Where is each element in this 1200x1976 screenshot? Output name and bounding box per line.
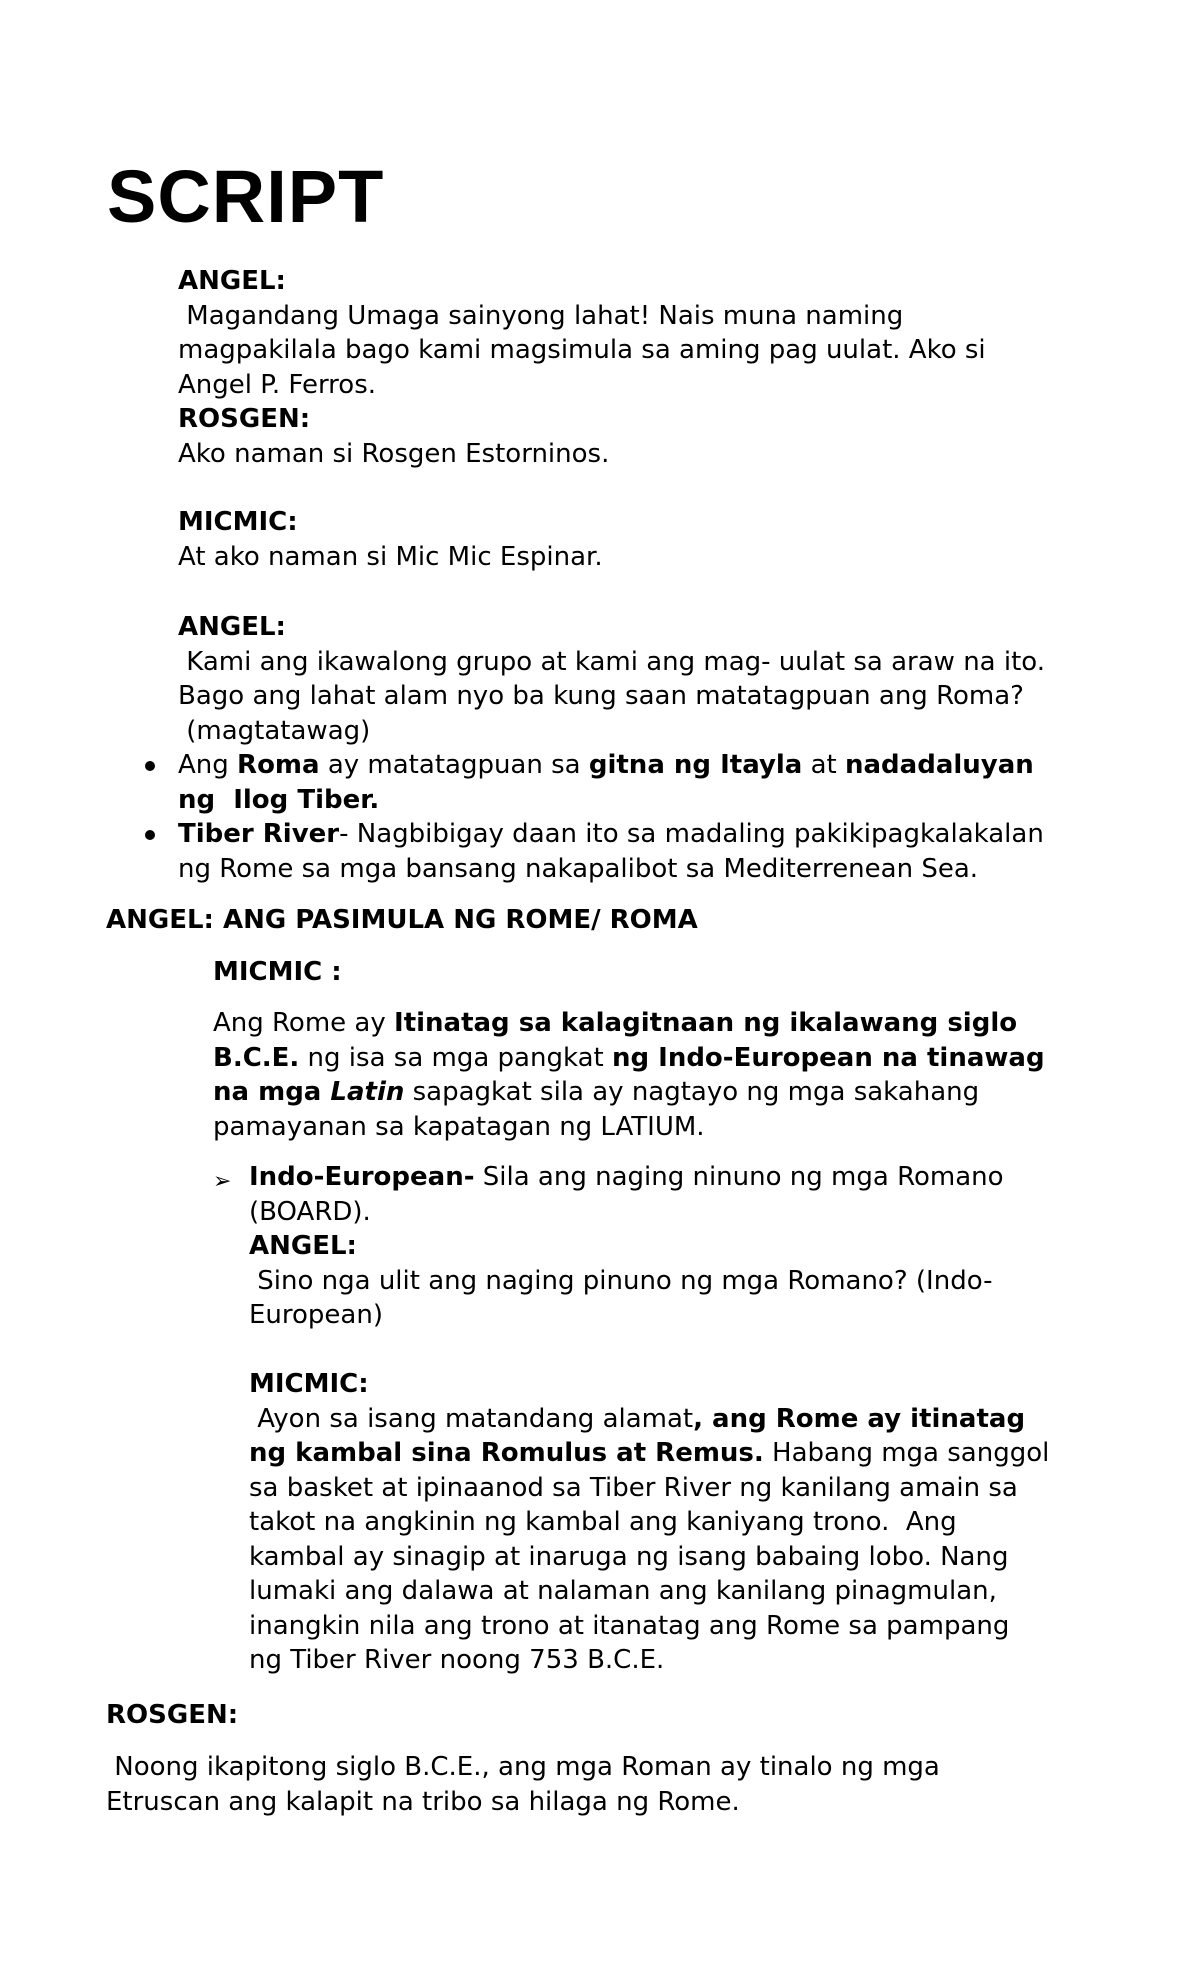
dialogue-rosgen-etruscan (106, 1750, 1106, 1819)
text-run: - Nagbibigay daan ito sa madaling pakikipagkalakalan (339, 819, 1044, 849)
text-run-bold: B.C.E. (213, 1042, 300, 1073)
page-title: SCRIPT (107, 155, 385, 238)
text-run-bold: ng Ilog Tiber. (178, 784, 380, 815)
dialogue-text: Magandang Umaga sainyong lahat! Nais muna naming magpakilala bago kami magsimula sa aming pag uulat. Ako si Angel P. Ferros. (178, 300, 994, 400)
text-run: sapagkat sila ay nagtayo ng mga sakahang (404, 1077, 980, 1107)
text-run: ng Rome sa mga bansang nakapalibot sa Mediterrenean Sea. (178, 853, 979, 884)
dialogue-line: European) (249, 1300, 383, 1330)
text-run: Habang mga sanggol (763, 1438, 1050, 1468)
dialogue-text: At ako naman si Mic Mic Espinar. (178, 541, 603, 572)
speaker-label: MICMIC : (213, 957, 342, 987)
speaker-label: MICMIC: (178, 507, 298, 537)
bullet-item-roma (178, 748, 1138, 817)
dialogue-line: Etruscan ang kalapit na tribo sa hilaga ng Rome. (106, 1786, 740, 1817)
text-run-bold: nadadaluyan (845, 750, 1034, 780)
text-run-bold: ng Indo-European na tinawag (611, 1042, 1045, 1073)
dialogue-rosgen-intro (178, 402, 1078, 471)
bullet-dot (145, 761, 155, 771)
text-run: Ang (178, 750, 238, 780)
dialogue-line: ng Tiber River noong 753 B.C.E. (249, 1645, 665, 1675)
text-run-bold: Itinatag sa kalagitnaan ng ikalawang siglo (394, 1008, 1018, 1038)
dialogue-line: inangkin nila ang trono at itanatag ang Rome sa pampang (249, 1610, 1010, 1641)
dialogue-line: kambal ay sinagip at inaruga ng isang babaing lobo. Nang (249, 1541, 1009, 1572)
text-run: Ayon sa isang matandang alamat (249, 1403, 694, 1434)
text-run-bold: Indo-European- (249, 1162, 475, 1192)
dialogue-micmic-intro (178, 505, 1078, 574)
bullet-item-tiber (178, 817, 1138, 886)
dialogue-line: Bago ang lahat alam nyo ba kung saan matatagpuan ang Roma? (178, 681, 1024, 711)
dialogue-micmic-legend (249, 1367, 1149, 1678)
dialogue-angel-intro (178, 264, 1078, 402)
dialogue-line: Noong ikapitong siglo B.C.E., ang mga Roman ay tinalo ng mga (106, 1752, 940, 1782)
dialogue-line: Kami ang ikawalong grupo at kami ang mag- uulat sa araw na ito. (178, 646, 1046, 677)
speaker-label: MICMIC: (249, 1369, 369, 1399)
dialogue-micmic-rome (213, 1006, 1133, 1144)
text-run-bold: Roma (237, 750, 320, 780)
text-run: Sila ang naging ninuno ng mga Romano (474, 1162, 1004, 1192)
bullet-dot (145, 830, 155, 840)
text-run-bold-italic: Latin (330, 1077, 405, 1107)
dialogue-text: Ako naman si Rosgen Estorninos. (178, 438, 610, 469)
arrow-bullet-icon: ➢ (213, 1169, 232, 1194)
text-run: Ang Rome ay (213, 1008, 395, 1038)
section-heading: ANGEL: ANG PASIMULA NG ROME/ ROMA (106, 905, 698, 935)
text-run: ng isa sa mga pangkat (299, 1042, 612, 1073)
speaker-label: ANGEL: (249, 1231, 357, 1261)
dialogue-line: Sino nga ulit ang naging pinuno ng mga Romano? (Indo- (249, 1265, 993, 1296)
speaker-label: ROSGEN: (106, 1700, 239, 1730)
text-run-bold: ng kambal sina Romulus at Remus. (249, 1438, 764, 1468)
text-run-bold: gitna ng Itayla (588, 750, 803, 780)
speaker-label: ANGEL: (178, 266, 286, 296)
dialogue-line: (magtatawag) (178, 715, 371, 746)
text-run: (BOARD). (249, 1196, 371, 1227)
text-run-bold: Tiber River (178, 819, 340, 849)
speaker-label: ROSGEN: (178, 404, 311, 434)
text-run: pamayanan sa kapatagan ng LATIUM. (213, 1111, 705, 1142)
dialogue-angel-question (178, 610, 1138, 748)
dialogue-line: lumaki ang dalawa at nalaman ang kanilang pinagmulan, (249, 1576, 997, 1606)
arrow-item-indo-european (249, 1160, 1149, 1333)
text-run-bold: , ang Rome ay itinatag (693, 1403, 1026, 1434)
dialogue-line: takot na angkinin ng kambal ang kaniyang trono. Ang (249, 1507, 957, 1537)
speaker-label: ANGEL: (178, 612, 286, 642)
text-run: ay matatagpuan sa (319, 750, 589, 780)
dialogue-line: sa basket at ipinaanod sa Tiber River ng kanilang amain sa (249, 1472, 1018, 1503)
text-run-bold: na mga (213, 1077, 331, 1107)
text-run: at (802, 750, 845, 780)
